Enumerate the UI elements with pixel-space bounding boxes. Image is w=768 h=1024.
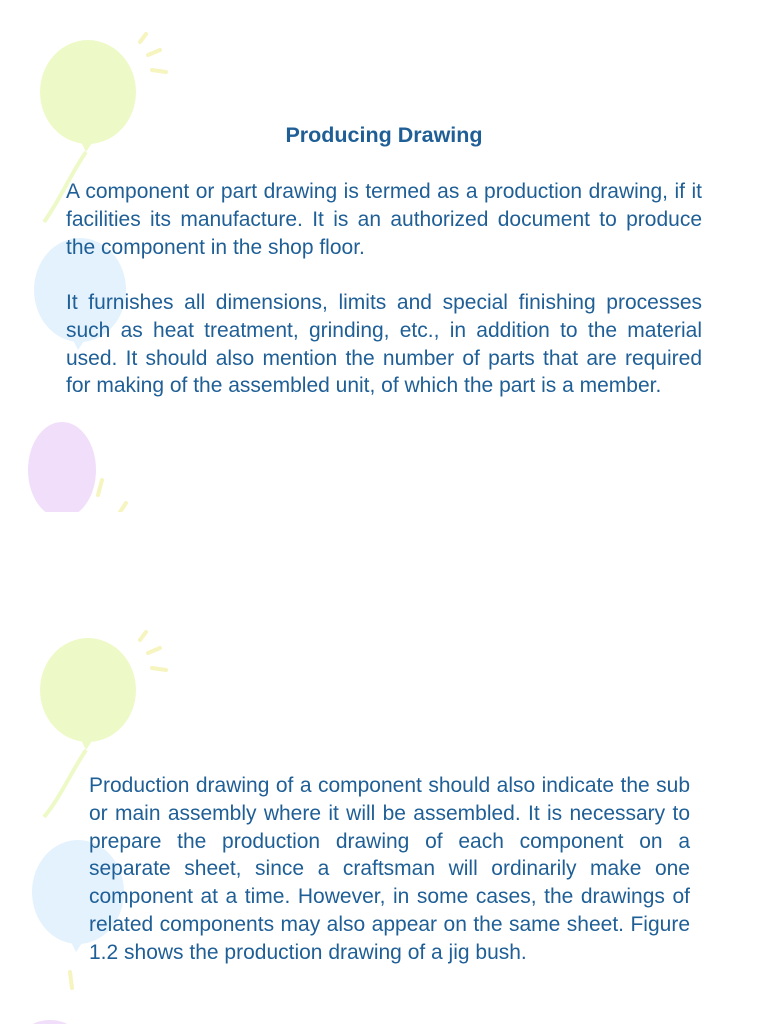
balloon-purple-icon xyxy=(20,1020,80,1024)
paragraph: A component or part drawing is termed as a production drawing, if it facilities its manufacture. It is an authorized document to produce the component in the shop floor. xyxy=(66,180,702,259)
paragraph: Production drawing of a component should also indicate the sub or main assembly where it will be assembled. It is necessary to prepare the production drawing of each component on a separate sheet, since a craftsman will ordinarily make one component at a time. However, in some cases, the drawings of related components may also appear on the same sheet. Figure 1.2 shows the production drawing of a jig bush. xyxy=(89,774,690,964)
page-title: Producing Drawing xyxy=(285,123,483,147)
paragraph: It furnishes all dimensions, limits and special finishing processes such as heat treatment, grinding, etc., in addition to the material used. It should also mention the number of parts that are required for making of the assembled unit, of which the part is a member. xyxy=(66,291,702,398)
slide-2 xyxy=(0,512,768,1024)
balloon-purple-icon xyxy=(28,422,96,512)
